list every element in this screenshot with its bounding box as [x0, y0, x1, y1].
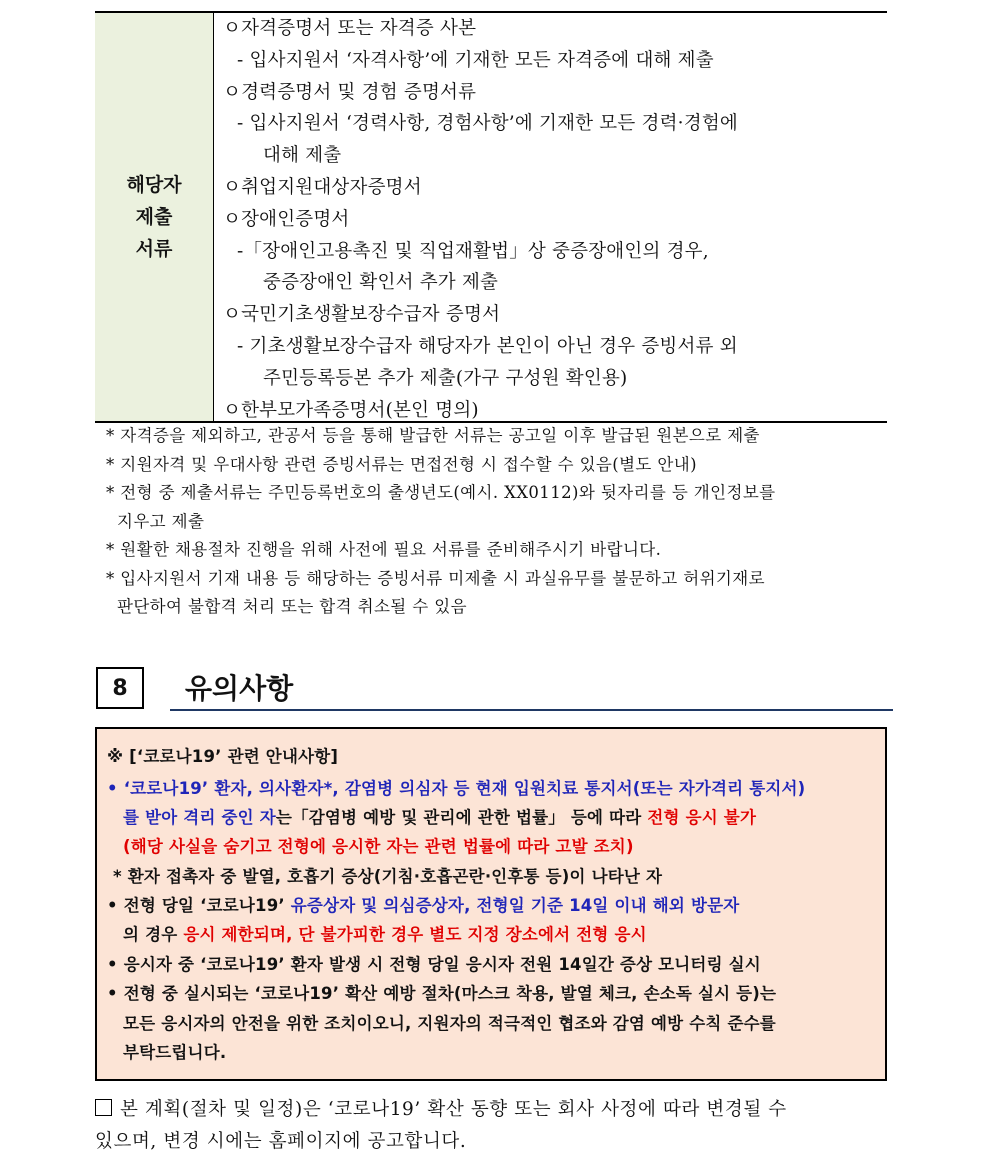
document-item: - 기초생활보장수급자 해당자가 본인이 아닌 경우 증빙서류 외 [237, 336, 738, 357]
section-number: 8 [96, 667, 144, 709]
footnote-line: * 지원자격 및 우대사항 관련 증빙서류는 면접전형 시 접수할 수 있음(별도 안내) [106, 454, 697, 474]
document-item: ㅇ자격증명서 또는 자격증 사본 [223, 18, 477, 39]
section-title: 유의사항 [185, 672, 294, 705]
document-item: 중증장애인 확인서 추가 제출 [263, 272, 499, 294]
documents-label-line: 서류 [135, 238, 173, 260]
notice-line [107, 892, 739, 916]
notice-line [123, 921, 647, 945]
notice-text-blue: 유증상자 및 의심증상자, 전형일 기준 14일 이내 해외 방문자 [290, 896, 740, 915]
closing-line: 있으며, 변경 시에는 홈페이지에 공고합니다. [95, 1131, 467, 1152]
notice-text: • 전형 당일 ‘코로나19’ [107, 896, 291, 915]
footnote-line: 지우고 제출 [117, 511, 205, 531]
footnote-line: * 전형 중 제출서류는 주민등록번호의 출생년도(예시. XX0112)와 뒷자리를 등 개인정보를 [106, 483, 776, 502]
notice-line [107, 775, 805, 799]
notice-text-red: 전형 응시 불가 [647, 808, 757, 827]
notice-line: * 환자 접촉자 중 발열, 호흡기 증상(기침·호흡곤란·인후통 등)이 나타난 자 [113, 867, 663, 886]
notice-text: 의 경우 [123, 925, 184, 944]
documents-label-line: 해당자 [126, 174, 182, 196]
notice-line: 부탁드립니다. [123, 1043, 227, 1062]
covid-notice-box [95, 727, 887, 1081]
document-item: ㅇ장애인증명서 [223, 208, 350, 230]
footnote-line: * 원활한 채용절차 진행을 위해 사전에 필요 서류를 준비해주시기 바랍니다. [106, 540, 662, 559]
document-item: ㅇ취업지원대상자증명서 [223, 177, 422, 198]
notice-text: 는「감염병 예방 및 관리에 관한 법률」 등에 따라 [275, 808, 648, 827]
notice-line: • 전형 중 실시되는 ‘코로나19’ 확산 예방 절차(마스크 착용, 발열 체크, 손소독 실시 등)는 [107, 984, 777, 1003]
closing-line: 본 계획(절차 및 일정)은 ‘코로나19’ 확산 동향 또는 회사 사정에 따라 변경될 수 [120, 1099, 787, 1120]
document-item: - 입사지원서 ‘경력사항, 경험사항’에 기재한 모든 경력·경험에 [237, 113, 738, 135]
notice-text-blue: 를 받아 격리 중인 자 [123, 808, 276, 827]
notice-text-red: 응시 제한되며, 단 불가피한 경우 별도 지정 장소에서 전형 응시 [183, 925, 647, 944]
document-item: 주민등록등본 추가 제출(가구 구성원 확인용) [263, 367, 628, 389]
notice-line: 모든 응시자의 안전을 위한 조치이오니, 지원자의 적극적인 협조와 감염 예방 수칙 준수를 [123, 1014, 776, 1033]
footnote-line: * 입사지원서 기재 내용 등 해당하는 증빙서류 미제출 시 과실유무를 불문하고 허위기재로 [106, 568, 765, 588]
notice-line [123, 804, 756, 828]
closing-paragraph [95, 1095, 787, 1121]
checkbox-icon [95, 1099, 112, 1116]
notice-line: • 응시자 중 ‘코로나19’ 환자 발생 시 전형 당일 응시자 전원 14일간 증상 모니터링 실시 [107, 955, 761, 974]
document-item: -「장애인고용촉진 및 직업재활법」상 중증장애인의 경우, [237, 240, 709, 262]
documents-table [95, 11, 887, 423]
notice-line [123, 833, 634, 857]
document-item: ㅇ국민기초생활보장수급자 증명서 [223, 304, 501, 326]
section-divider [170, 709, 893, 711]
documents-label-cell [95, 13, 214, 421]
notice-text-blue: • ‘코로나19’ 환자, 의사환자*, 감염병 의심자 등 현재 입원치료 통지서(또는 자가격리 통지서) [107, 779, 806, 798]
footnote-line: 판단하여 불합격 처리 또는 합격 취소될 수 있음 [117, 597, 467, 616]
document-item: - 입사지원서 ‘자격사항’에 기재한 모든 자격증에 대해 제출 [237, 49, 714, 71]
footnote-line: * 자격증을 제외하고, 관공서 등을 통해 발급한 서류는 공고일 이후 발급된 원본으로 제출 [106, 426, 760, 445]
documents-content-cell [223, 13, 887, 421]
notice-heading: ※ [‘코로나19’ 관련 안내사항] [107, 747, 339, 766]
document-item: 대해 제출 [263, 145, 342, 167]
document-item: ㅇ한부모가족증명서(본인 명의) [223, 399, 479, 421]
document-item: ㅇ경력증명서 및 경험 증명서류 [223, 81, 477, 103]
notice-text-red: (해당 사실을 숨기고 전형에 응시한 자는 관련 법률에 따라 고발 조치) [123, 837, 634, 856]
documents-label-line: 제출 [135, 206, 173, 228]
